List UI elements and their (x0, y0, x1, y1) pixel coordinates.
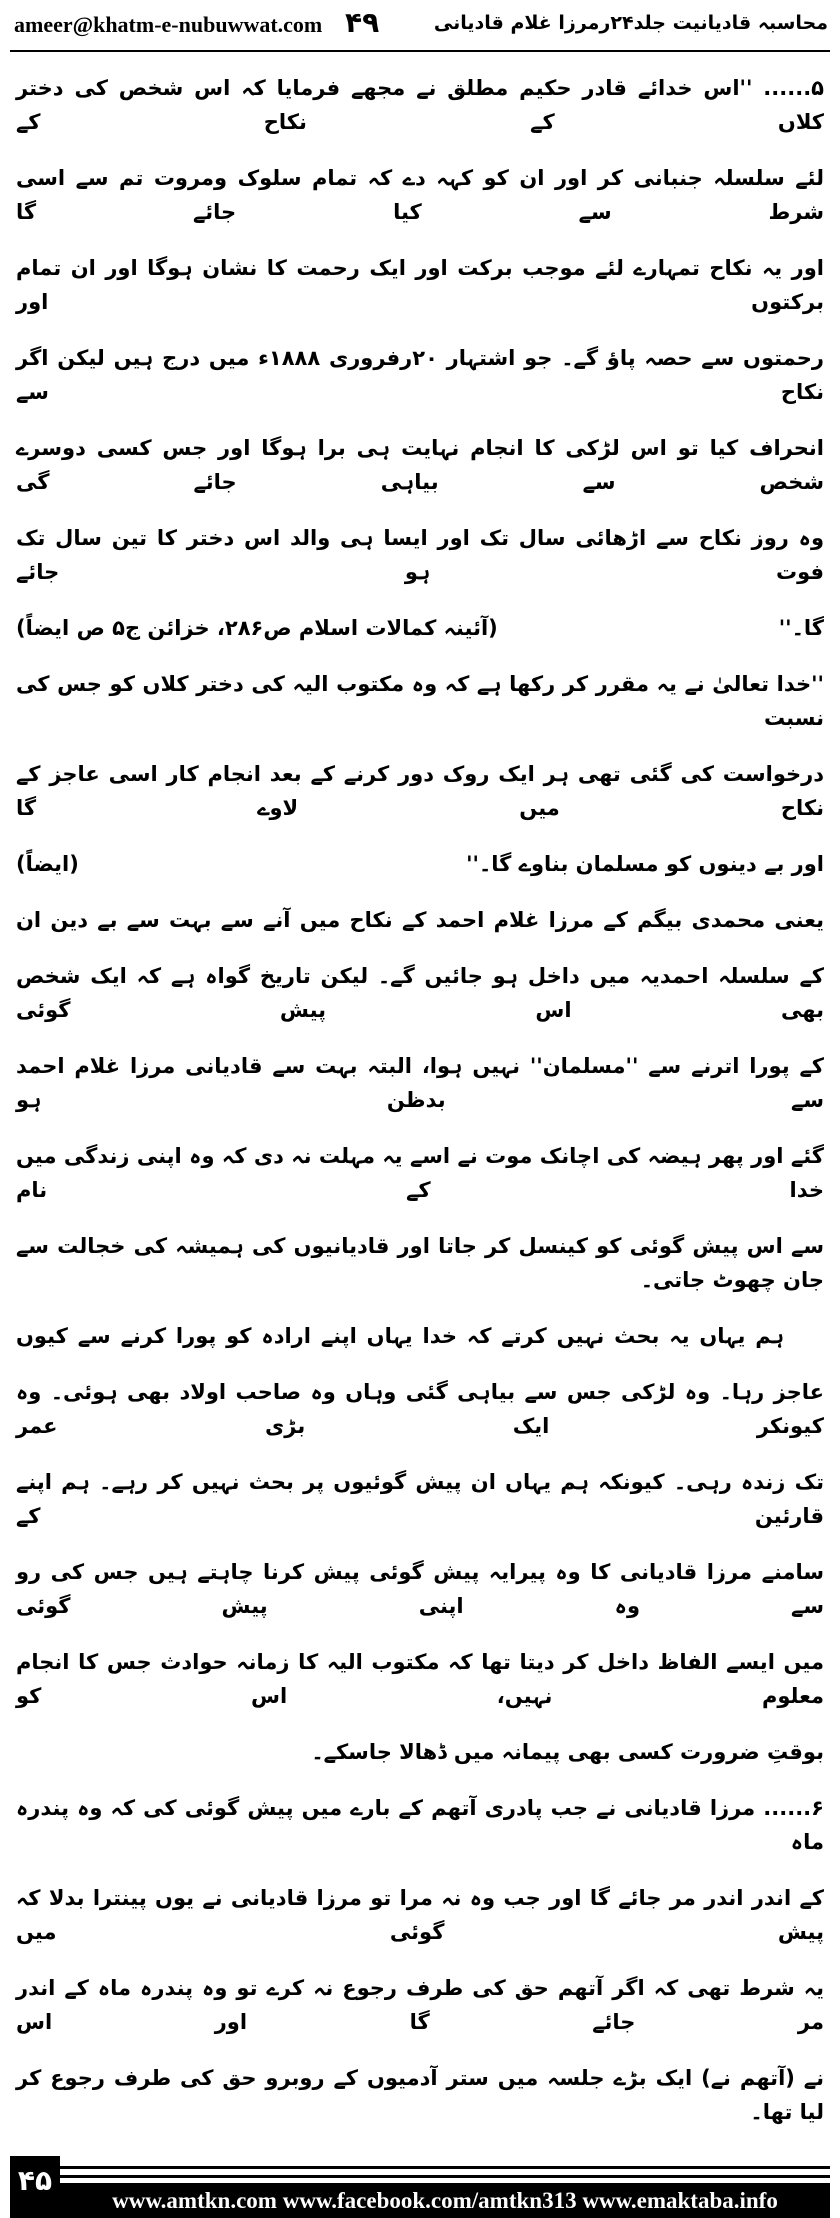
text-line: اور بے دینوں کو مسلمان بناوے گا۔'' (466, 852, 824, 876)
text-line-with-citation (16, 836, 824, 892)
text-line: لئے سلسلہ جنبانی کر اور ان کو کہہ دے کہ تمام سلوک ومروت تم سے اسی شرط سے کیا جائے گا (16, 166, 824, 224)
header-email: ameer@khatm-e-nubuwwat.com (14, 12, 323, 37)
text-line: گئے اور پھر ہیضہ کی اچانک موت نے اسے یہ مہلت نہ دی کہ وہ اپنی زندگی میں خدا کے نام (16, 1144, 824, 1202)
header-page-number: ۴۹ (345, 6, 380, 39)
footer-divider (60, 2166, 830, 2169)
text-line: انحراف کیا تو اس لڑکی کا انجام نہایت ہی برا ہوگا اور جس کسی دوسرے شخص سے بیاہی جائے گی (16, 436, 824, 494)
text-line: اور یہ نکاح تمہارے لئے موجب برکت اور ایک رحمت کا نشان ہوگا اور ان تمام برکتوں اور (16, 256, 824, 314)
text-line: یعنی محمدی بیگم کے مرزا غلام احمد کے نکاح میں آنے سے بہت سے بے دین ان (16, 908, 824, 932)
text-line: تک زندہ رہی۔ کیونکہ ہم یہاں ان پیش گوئیوں پر بحث نہیں کر رہے۔ ہم اپنے قارئین کے (16, 1470, 824, 1528)
text-line: درخواست کی گئی تھی ہر ایک روک دور کرنے کے بعد انجام کار اسی عاجز کے نکاح میں لاوے گا (16, 762, 824, 820)
text-line: گا۔'' (778, 616, 824, 640)
text-line: سامنے مرزا قادیانی کا وہ پیرایہ پیش گوئی پیش کرنا چاہتے ہیں جس کی رو سے وہ اپنی پیش گوئی (16, 1560, 824, 1618)
citation: (آئینہ کمالات اسلام ص۲۸۶، خزائن ج۵ ص ایضاً) (16, 616, 498, 640)
text-line: ہم یہاں یہ بحث نہیں کرتے کہ خدا یہاں اپنے ارادہ کو پورا کرنے سے کیوں (16, 1324, 784, 1348)
text-line: میں ایسے الفاظ داخل کر دیتا تھا کہ مکتوب الیہ کا زمانہ حوادث جس کا انجام معلوم نہیں، اس کو (16, 1650, 824, 1708)
text-line-with-citation (16, 600, 824, 656)
page-body (16, 60, 824, 2140)
text-line: نے (آتھم نے) ایک بڑے جلسہ میں ستر آدمیوں کے روبرو حق کی طرف رجوع کر لیا تھا۔ (16, 2066, 824, 2124)
page-header (0, 0, 840, 54)
footer-page-number: ۴۵ (10, 2156, 60, 2218)
citation: (ایضاً) (16, 852, 79, 876)
book-title: محاسبہ قادیانیت جلد۲۴رمرزا غلام قادیانی (433, 12, 828, 34)
footer-divider (60, 2175, 830, 2178)
text-line: کے پورا اترنے سے ''مسلمان'' نہیں ہوا، البتہ بہت سے قادیانی مرزا غلام احمد سے بدظن ہو (16, 1054, 824, 1112)
text-line: سے اس پیش گوئی کو کینسل کر جاتا اور قادیانیوں کی ہمیشہ کی خجالت سے جان چھوٹ جاتی۔ (16, 1234, 824, 1292)
text-line: یہ شرط تھی کہ اگر آتھم حق کی طرف رجوع نہ کرے تو وہ پندرہ ماہ کے اندر مر جائے گا اور اس (16, 1976, 824, 2034)
text-line: کے سلسلہ احمدیہ میں داخل ہو جائیں گے۔ لیکن تاریخ گواہ ہے کہ ایک شخص بھی اس پیش گوئی (16, 964, 824, 1022)
text-line: ۵...... ''اس خدائے قادر حکیم مطلق نے مجھے فرمایا کہ اس شخص کی دختر کلاں کے نکاح کے (16, 76, 824, 134)
text-line: کے اندر اندر مر جائے گا اور جب وہ نہ مرا تو مرزا قادیانی نے یوں پینترا بدلا کہ پیش گوئی میں (16, 1886, 824, 1944)
text-line: ''خدا تعالیٰ نے یہ مقرر کر رکھا ہے کہ وہ مکتوب الیہ کی دختر کلاں کو جس کی نسبت (16, 672, 824, 730)
text-line: عاجز رہا۔ وہ لڑکی جس سے بیاہی گئی وہاں وہ صاحب اولاد بھی ہوئی۔ وہ کیونکر ایک بڑی عمر (16, 1380, 824, 1438)
text-line: وہ روز نکاح سے اڑھائی سال تک اور ایسا ہی والد اس دختر کا تین سال تک فوت ہو جائے (16, 526, 824, 584)
text-line: ۶...... مرزا قادیانی نے جب پادری آتھم کے بارے میں پیش گوئی کی کہ وہ پندرہ ماہ (16, 1796, 824, 1854)
text-line: رحمتوں سے حصہ پاؤ گے۔ جو اشتہار ۲۰رفروری ۱۸۸۸ء میں درج ہیں لیکن اگر نکاح سے (16, 346, 824, 404)
footer-links: www.amtkn.com www.facebook.com/amtkn313 www.emaktaba.info (60, 2183, 830, 2218)
header-divider (10, 50, 830, 52)
text-line: بوقتِ ضرورت کسی بھی پیمانہ میں ڈھالا جاسکے۔ (311, 1740, 824, 1764)
